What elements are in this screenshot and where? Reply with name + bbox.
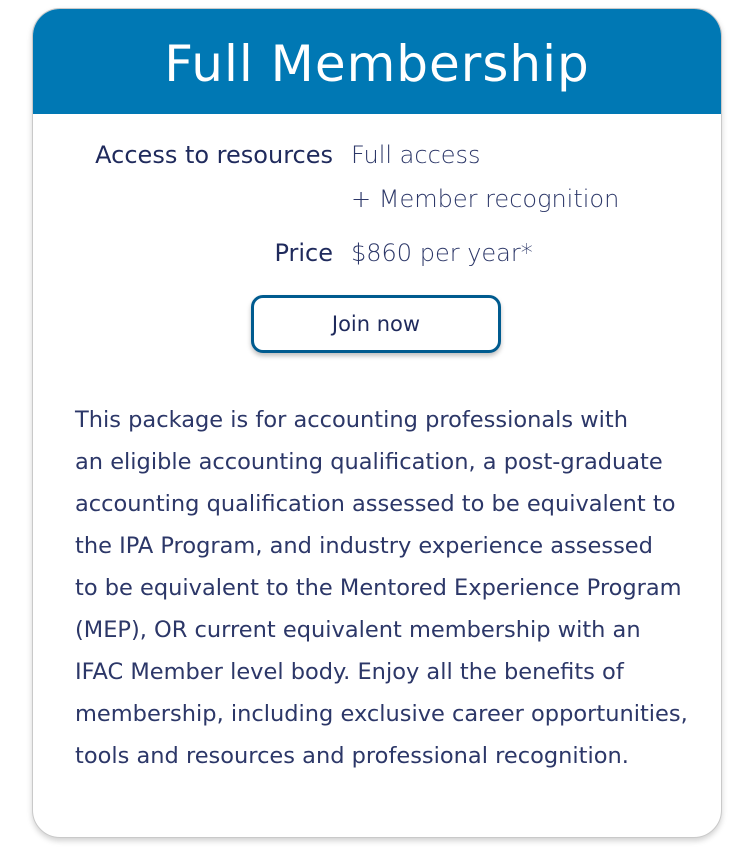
description-line: an eligible accounting qualification, a post-graduate <box>75 449 663 475</box>
description-line: This package is for accounting professionals with <box>75 407 629 433</box>
price-value: $860 per year* <box>351 239 533 267</box>
access-label: Access to resources <box>95 141 333 169</box>
description-line: IFAC Member level body. Enjoy all the benefits of <box>75 659 624 685</box>
access-value-line: + Member recognition <box>351 185 620 213</box>
card-title: Full Membership <box>164 34 590 93</box>
join-now-button[interactable]: Join now <box>251 295 501 353</box>
access-value-line: Full access <box>351 141 481 169</box>
price-label: Price <box>274 239 333 267</box>
access-value <box>351 133 619 221</box>
description-line: membership, including exclusive career opportunities, <box>75 701 688 727</box>
description-line: accounting qualification assessed to be equivalent to <box>75 491 676 517</box>
price-row <box>33 231 721 275</box>
description-line: the IPA Program, and industry experience assessed <box>75 533 653 559</box>
description-line: tools and resources and professional recognition. <box>75 743 629 769</box>
description-line: (MEP), OR current equivalent membership with an <box>75 617 641 643</box>
description-line: to be equivalent to the Mentored Experience Program <box>75 575 682 601</box>
access-row <box>33 133 721 221</box>
membership-details <box>33 133 721 275</box>
membership-card <box>32 8 722 838</box>
membership-description <box>75 399 695 777</box>
card-header <box>33 9 721 114</box>
